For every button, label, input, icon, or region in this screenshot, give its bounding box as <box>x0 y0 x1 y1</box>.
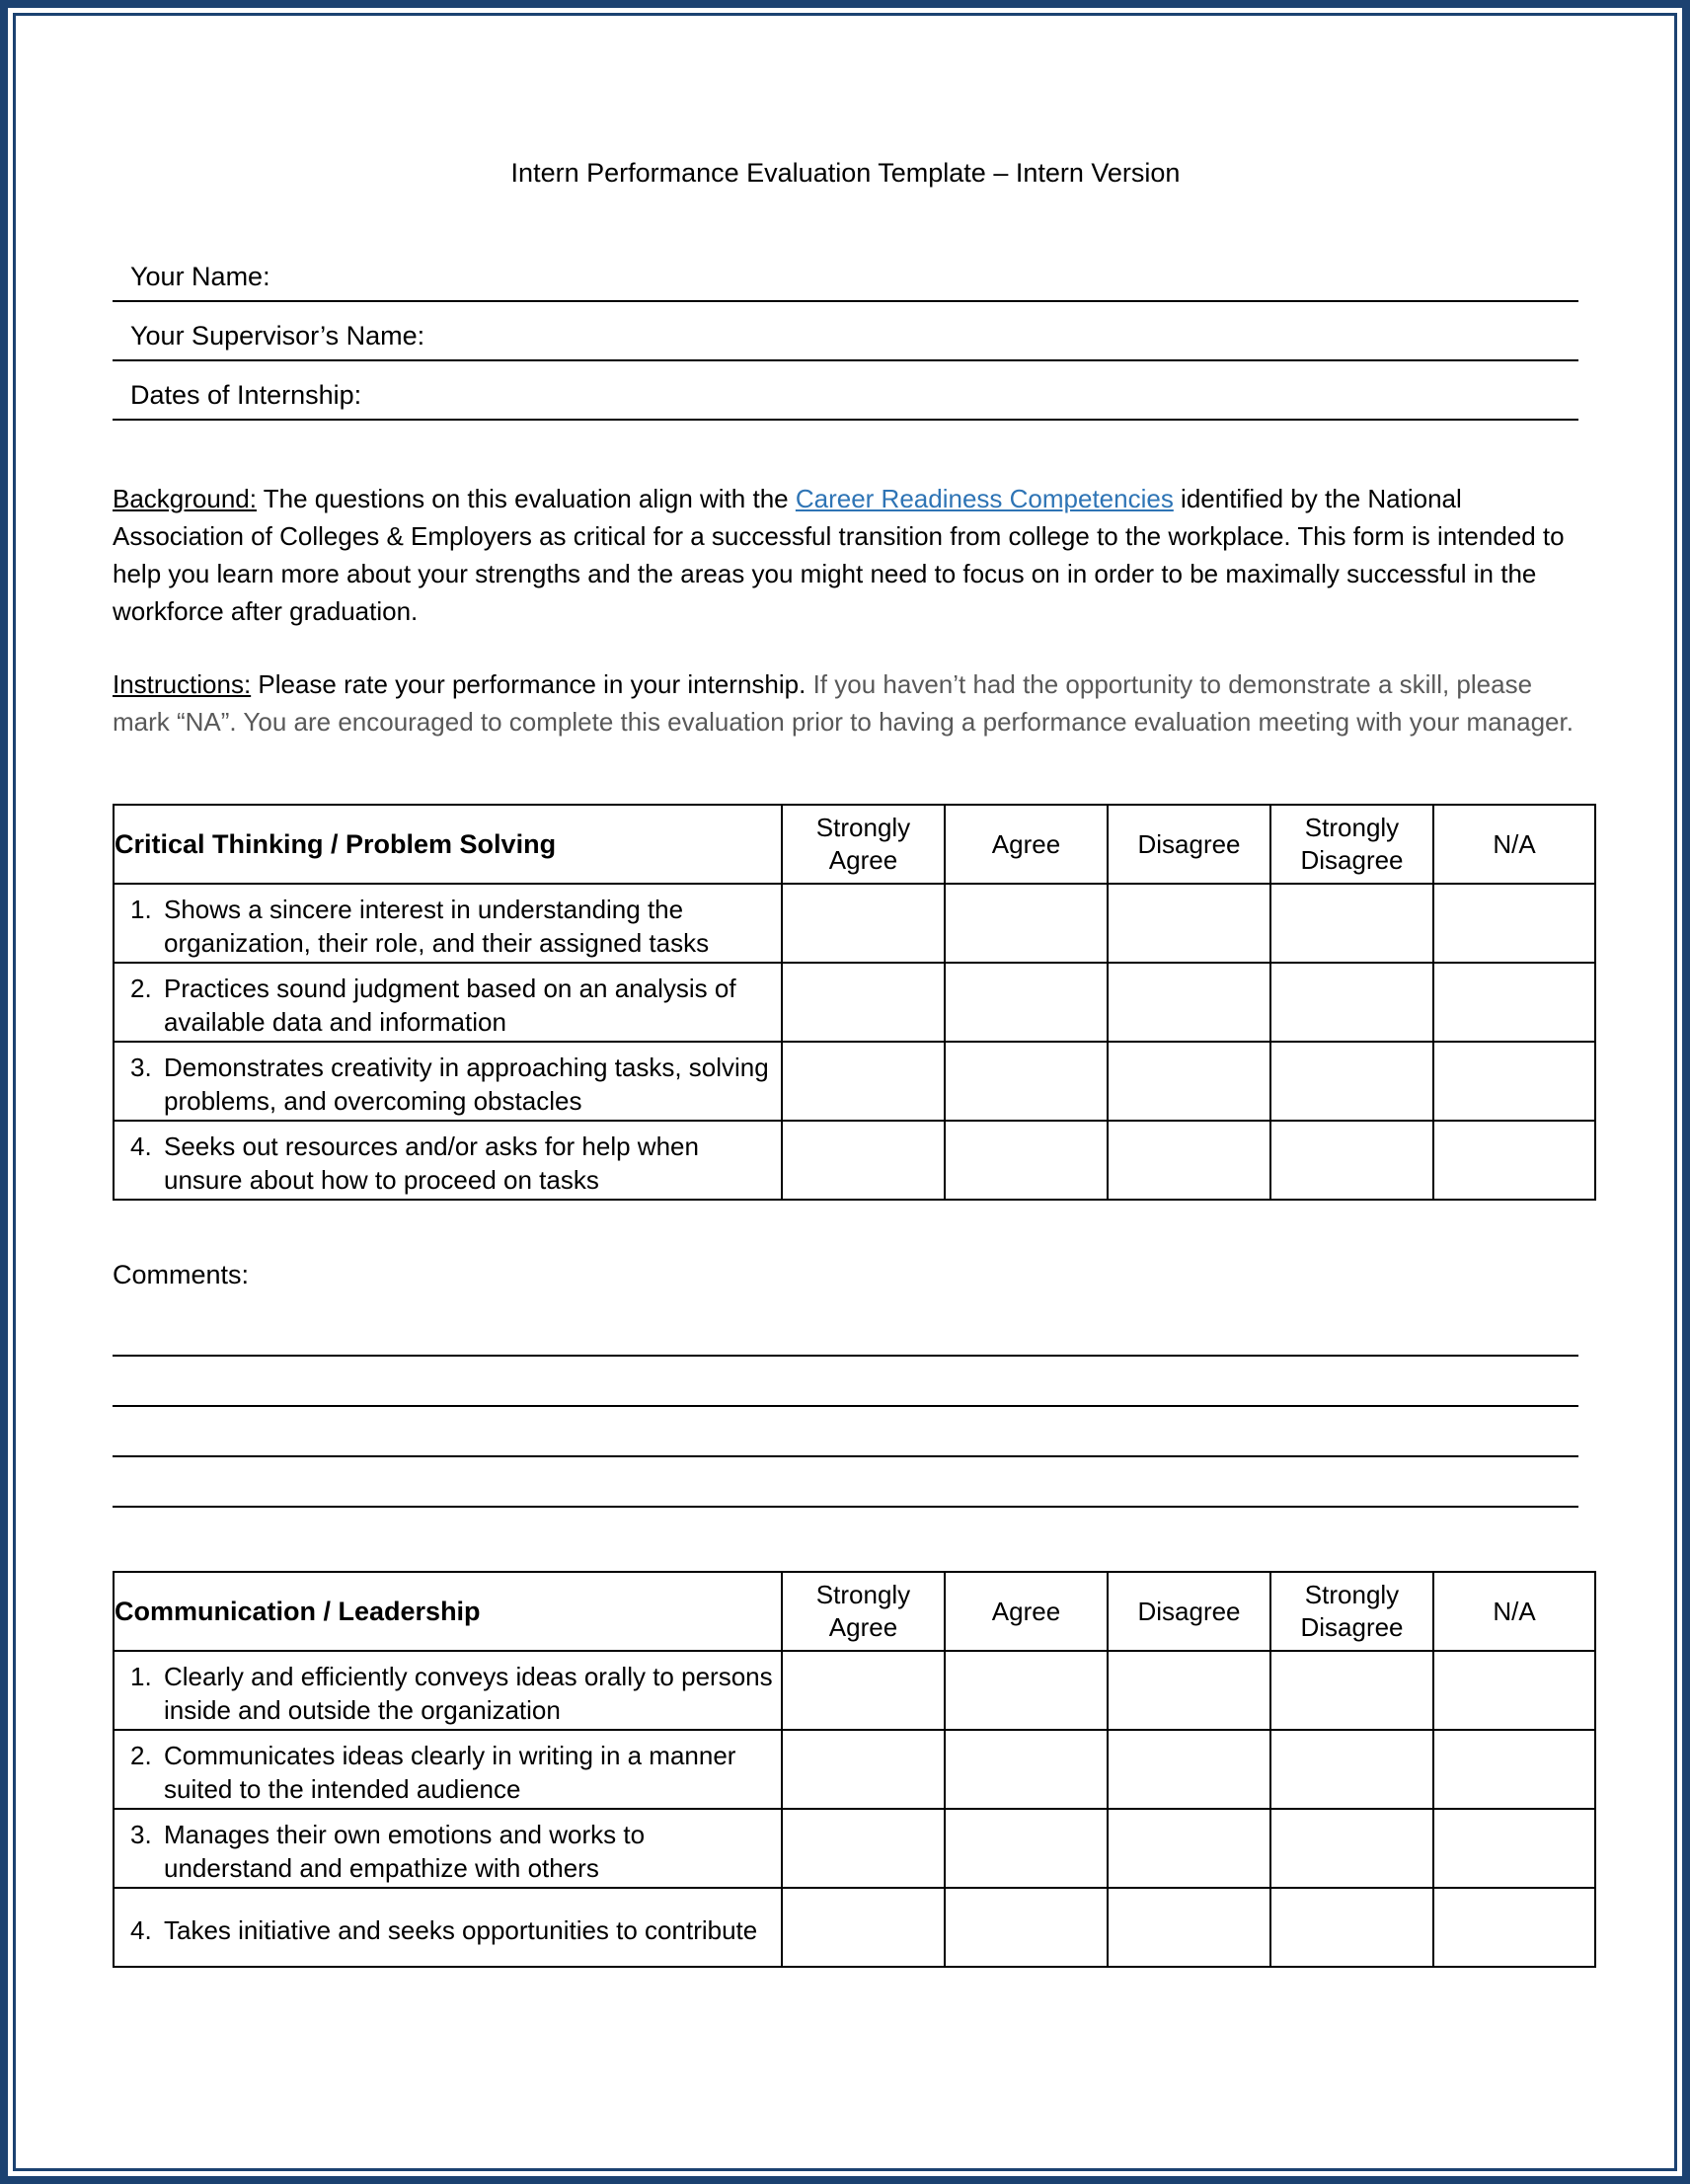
question-text: Seeks out resources and/or asks for help when unsure about how to proceed on tasks <box>164 1131 699 1195</box>
column-header-disagree: Disagree <box>1108 805 1270 884</box>
rating-cell-agree[interactable] <box>945 884 1108 963</box>
rating-cell-strongly-disagree[interactable] <box>1270 1651 1433 1730</box>
column-header-strongly-agree: Strongly Agree <box>782 1572 945 1651</box>
table-row <box>114 1730 1595 1809</box>
rating-cell-disagree[interactable] <box>1108 1042 1270 1121</box>
rating-cell-strongly-agree[interactable] <box>782 1888 945 1967</box>
rating-cell-disagree[interactable] <box>1108 1809 1270 1888</box>
question-text: Demonstrates creativity in approaching tasks, solving problems, and overcoming obstacles <box>164 1052 769 1116</box>
rating-cell-strongly-disagree[interactable] <box>1270 884 1433 963</box>
internship-dates-label: Dates of Internship: <box>130 380 362 410</box>
instructions-text-gray: If you haven’t had the opportunity to demonstrate a skill, please mark “NA”. You are encouraged to complete this evaluation prior to having a performance evaluation meeting with your manager. <box>113 669 1574 737</box>
rating-cell-strongly-agree[interactable] <box>782 1651 945 1730</box>
instructions-label: Instructions: <box>113 669 252 699</box>
rating-cell-strongly-agree[interactable] <box>782 884 945 963</box>
rating-cell-agree[interactable] <box>945 1651 1108 1730</box>
critical-thinking-table <box>113 804 1596 1201</box>
table-title: Communication / Leadership <box>114 1572 782 1651</box>
table-header-row <box>114 805 1595 884</box>
communication-leadership-table <box>113 1571 1596 1968</box>
rating-cell-strongly-agree[interactable] <box>782 1121 945 1200</box>
rating-cell-strongly-agree[interactable] <box>782 1042 945 1121</box>
page-title: Intern Performance Evaluation Template – Intern Version <box>510 158 1181 188</box>
rating-cell-na[interactable] <box>1433 963 1595 1042</box>
rating-cell-na[interactable] <box>1433 1121 1595 1200</box>
comments-label: Comments: <box>113 1260 250 1289</box>
table-row <box>114 963 1595 1042</box>
comments-section <box>113 1256 1578 1508</box>
internship-dates-field[interactable] <box>113 361 1578 421</box>
question-number: 3. <box>130 1052 152 1082</box>
question-text: Takes initiative and seeks opportunities to contribute <box>164 1914 758 1945</box>
rating-cell-strongly-agree[interactable] <box>782 1730 945 1809</box>
question-number: 4. <box>130 1131 152 1161</box>
instructions-text: Please rate your performance in your internship. <box>251 669 807 699</box>
rating-cell-disagree[interactable] <box>1108 1888 1270 1967</box>
rating-cell-strongly-agree[interactable] <box>782 963 945 1042</box>
question-text: Communicates ideas clearly in writing in a manner suited to the intended audience <box>164 1740 736 1804</box>
question-text: Manages their own emotions and works to understand and empathize with others <box>164 1819 646 1883</box>
rating-cell-disagree[interactable] <box>1108 1121 1270 1200</box>
rating-cell-agree[interactable] <box>945 1809 1108 1888</box>
supervisor-name-label: Your Supervisor’s Name: <box>130 321 425 351</box>
table-title: Critical Thinking / Problem Solving <box>114 805 782 884</box>
rating-cell-disagree[interactable] <box>1108 963 1270 1042</box>
comment-line[interactable] <box>113 1293 1578 1357</box>
comment-line[interactable] <box>113 1357 1578 1407</box>
question-number: 4. <box>130 1914 152 1945</box>
question-text: Clearly and efficiently conveys ideas orally to persons inside and outside the organization <box>164 1661 773 1725</box>
rating-cell-disagree[interactable] <box>1108 1730 1270 1809</box>
question-number: 1. <box>130 1661 152 1691</box>
your-name-field[interactable] <box>113 243 1578 302</box>
table-row <box>114 1042 1595 1121</box>
rating-cell-na[interactable] <box>1433 1651 1595 1730</box>
comment-line[interactable] <box>113 1457 1578 1508</box>
page-content <box>8 8 1682 1968</box>
rating-cell-strongly-disagree[interactable] <box>1270 1121 1433 1200</box>
rating-cell-agree[interactable] <box>945 1042 1108 1121</box>
question-text: Practices sound judgment based on an analysis of available data and information <box>164 973 736 1037</box>
table-row <box>114 884 1595 963</box>
background-text-before-link: The questions on this evaluation align with the <box>256 484 796 513</box>
rating-cell-na[interactable] <box>1433 1042 1595 1121</box>
header-fields <box>113 243 1578 421</box>
rating-cell-na[interactable] <box>1433 1730 1595 1809</box>
question-number: 1. <box>130 894 152 924</box>
rating-cell-strongly-disagree[interactable] <box>1270 1730 1433 1809</box>
your-name-label: Your Name: <box>130 262 270 291</box>
supervisor-name-field[interactable] <box>113 302 1578 361</box>
rating-cell-strongly-disagree[interactable] <box>1270 1809 1433 1888</box>
column-header-strongly-disagree: Strongly Disagree <box>1270 1572 1433 1651</box>
rating-cell-strongly-disagree[interactable] <box>1270 1888 1433 1967</box>
column-header-strongly-agree: Strongly Agree <box>782 805 945 884</box>
column-header-agree: Agree <box>945 1572 1108 1651</box>
column-header-agree: Agree <box>945 805 1108 884</box>
career-readiness-competencies-link[interactable]: Career Readiness Competencies <box>795 484 1174 513</box>
column-header-strongly-disagree: Strongly Disagree <box>1270 805 1433 884</box>
table-row <box>114 1651 1595 1730</box>
rating-cell-strongly-disagree[interactable] <box>1270 1042 1433 1121</box>
question-text: Shows a sincere interest in understanding the organization, their role, and their assigned tasks <box>164 894 710 958</box>
column-header-disagree: Disagree <box>1108 1572 1270 1651</box>
rating-cell-strongly-agree[interactable] <box>782 1809 945 1888</box>
background-label: Background: <box>113 484 257 513</box>
rating-cell-na[interactable] <box>1433 1888 1595 1967</box>
comment-line[interactable] <box>113 1407 1578 1457</box>
instructions-paragraph <box>113 665 1578 741</box>
rating-cell-agree[interactable] <box>945 1730 1108 1809</box>
table-row <box>114 1809 1595 1888</box>
background-text-after-link: identified by the National Association of Colleges & Employers as critical for a successful transition from college to the workplace. This form is intended to help you learn more about your strengths and the areas you might need to focus on in order to be maximally successful in the workforce after graduation. <box>113 484 1565 626</box>
rating-cell-disagree[interactable] <box>1108 884 1270 963</box>
question-number: 2. <box>130 973 152 1003</box>
column-header-na: N/A <box>1433 1572 1595 1651</box>
table-header-row <box>114 1572 1595 1651</box>
rating-cell-strongly-disagree[interactable] <box>1270 963 1433 1042</box>
table-row <box>114 1121 1595 1200</box>
table-row <box>114 1888 1595 1967</box>
question-number: 2. <box>130 1740 152 1770</box>
rating-cell-na[interactable] <box>1433 1809 1595 1888</box>
background-paragraph <box>113 480 1578 630</box>
column-header-na: N/A <box>1433 805 1595 884</box>
question-number: 3. <box>130 1819 152 1849</box>
rating-cell-na[interactable] <box>1433 884 1595 963</box>
rating-cell-agree[interactable] <box>945 963 1108 1042</box>
rating-cell-agree[interactable] <box>945 1888 1108 1967</box>
rating-cell-agree[interactable] <box>945 1121 1108 1200</box>
rating-cell-disagree[interactable] <box>1108 1651 1270 1730</box>
